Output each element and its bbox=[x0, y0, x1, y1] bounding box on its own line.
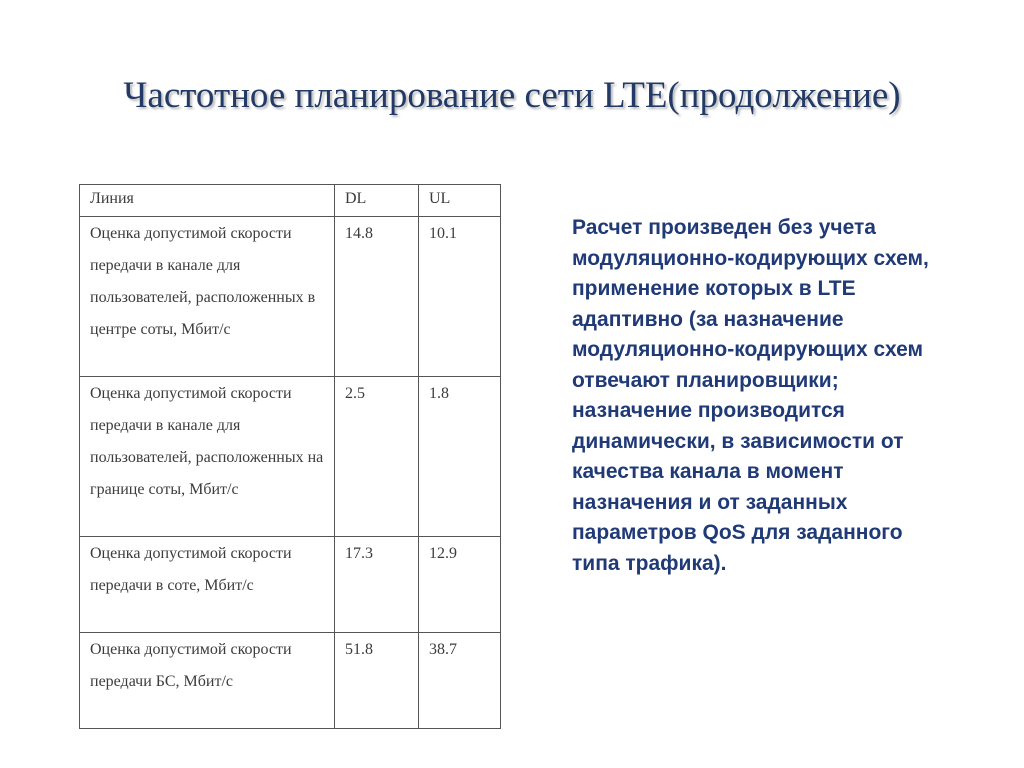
row-ul-value: 12.9 bbox=[419, 537, 501, 633]
row-label: Оценка допустимой скорости передачи в канале для пользователей, расположенных в центре соты, Мбит/с bbox=[80, 217, 335, 377]
row-ul-value: 10.1 bbox=[419, 217, 501, 377]
row-label: Оценка допустимой скорости передачи БС, Мбит/с bbox=[80, 633, 335, 729]
rate-table bbox=[79, 184, 501, 729]
side-note: Расчет произведен без учета модуляционно-кодирующих схем, применение которых в LTE адаптивно (за назначение модуляционно-кодирующих схем отвечают планировщики; назначение производится динамически, в зависимости от качества канала в момент назначения и от заданных параметров QoS для заданного типа трафика). bbox=[572, 216, 929, 575]
row-label: Оценка допустимой скорости передачи в соте, Мбит/с bbox=[80, 537, 335, 633]
header-line: Линия bbox=[80, 185, 335, 217]
table-row bbox=[80, 537, 501, 633]
slide-title: Частотное планирование сети LTE(продолжение) bbox=[123, 75, 901, 116]
table-row bbox=[80, 633, 501, 729]
row-dl-value: 51.8 bbox=[335, 633, 419, 729]
row-dl-value: 17.3 bbox=[335, 537, 419, 633]
row-ul-value: 38.7 bbox=[419, 633, 501, 729]
row-dl-value: 14.8 bbox=[335, 217, 419, 377]
table-row bbox=[80, 377, 501, 537]
row-dl-value: 2.5 bbox=[335, 377, 419, 537]
row-ul-value: 1.8 bbox=[419, 377, 501, 537]
table-row bbox=[80, 217, 501, 377]
table-header-row bbox=[80, 185, 501, 217]
row-label: Оценка допустимой скорости передачи в канале для пользователей, расположенных на границе соты, Мбит/с bbox=[80, 377, 335, 537]
header-dl: DL bbox=[335, 185, 419, 217]
header-ul: UL bbox=[419, 185, 501, 217]
